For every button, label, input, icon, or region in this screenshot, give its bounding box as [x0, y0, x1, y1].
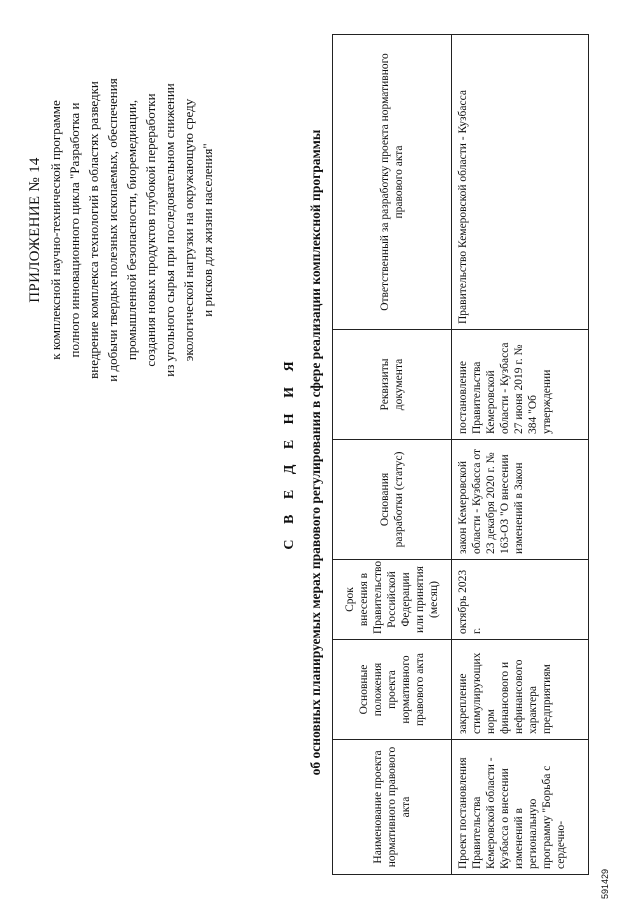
- appendix-line: и рисков для жизни населения": [200, 143, 215, 317]
- appendix-line: создания новых продуктов глубокой переработки: [143, 93, 158, 367]
- appendix-line: из угольного сырья при последовательном снижении: [162, 83, 177, 377]
- appendix-block: [26, 30, 217, 430]
- cell-responsible: Правительство Кемеровской области - Кузбасса: [452, 35, 589, 330]
- appendix-line: и добычи твердых полезных ископаемых, обеспечения: [105, 78, 120, 382]
- table-row: [452, 35, 589, 875]
- appendix-line: экологической нагрузки на окружающую среду: [181, 98, 196, 362]
- header-act-name: Наименование проекта нормативного правового акта: [333, 740, 452, 875]
- header-main-provisions: Основные положения проекта нормативного правового акта: [333, 640, 452, 740]
- measures-table: [332, 34, 589, 875]
- cell-act-name: Проект постановления Правительства Кемеровской области - Кузбасса о внесении изменений в региональную программу "Борьба с сердечно-: [452, 740, 589, 875]
- cell-deadline: октябрь 2023 г.: [452, 560, 589, 640]
- cell-grounds: закон Кемеровской области - Кузбасса от 23 декабря 2020 г. № 163-ОЗ "О внесении изменений в Закон: [452, 440, 589, 560]
- appendix-line: внедрение комплекса технологий в областях разведки: [86, 81, 101, 379]
- cell-requisites: постановление Правительства Кемеровской области - Кузбасса 27 июня 2019 г. № 384 "Об утверждении: [452, 330, 589, 440]
- cell-main-provisions: закрепление стимулирующих норм финансового и нефинансового характера предприятиям: [452, 640, 589, 740]
- document-subtitle: об основных планируемых мерах правового регулирования в сфере реализации комплексной программы: [308, 129, 323, 776]
- header-grounds: Основания разработки (статус): [333, 440, 452, 560]
- appendix-line: к комплексной научно-технической программе: [48, 100, 63, 360]
- appendix-title: ПРИЛОЖЕНИЕ № 14: [27, 157, 43, 303]
- header-deadline: Срок внесения в Правительство Российской Федерации или принятия (месяц): [333, 560, 452, 640]
- table-header-row: [333, 35, 452, 875]
- appendix-line: полного инновационного цикла "Разработка и: [67, 102, 82, 358]
- appendix-line: промышленной безопасности, биоремедиации,: [124, 99, 139, 361]
- header-requisites: Реквизиты документа: [333, 330, 452, 440]
- document-title: С В Е Д Е Н И Я: [282, 355, 297, 550]
- document-number: 591429: [600, 868, 610, 899]
- header-responsible: Ответственный за разработку проекта нормативного правового акта: [333, 35, 452, 330]
